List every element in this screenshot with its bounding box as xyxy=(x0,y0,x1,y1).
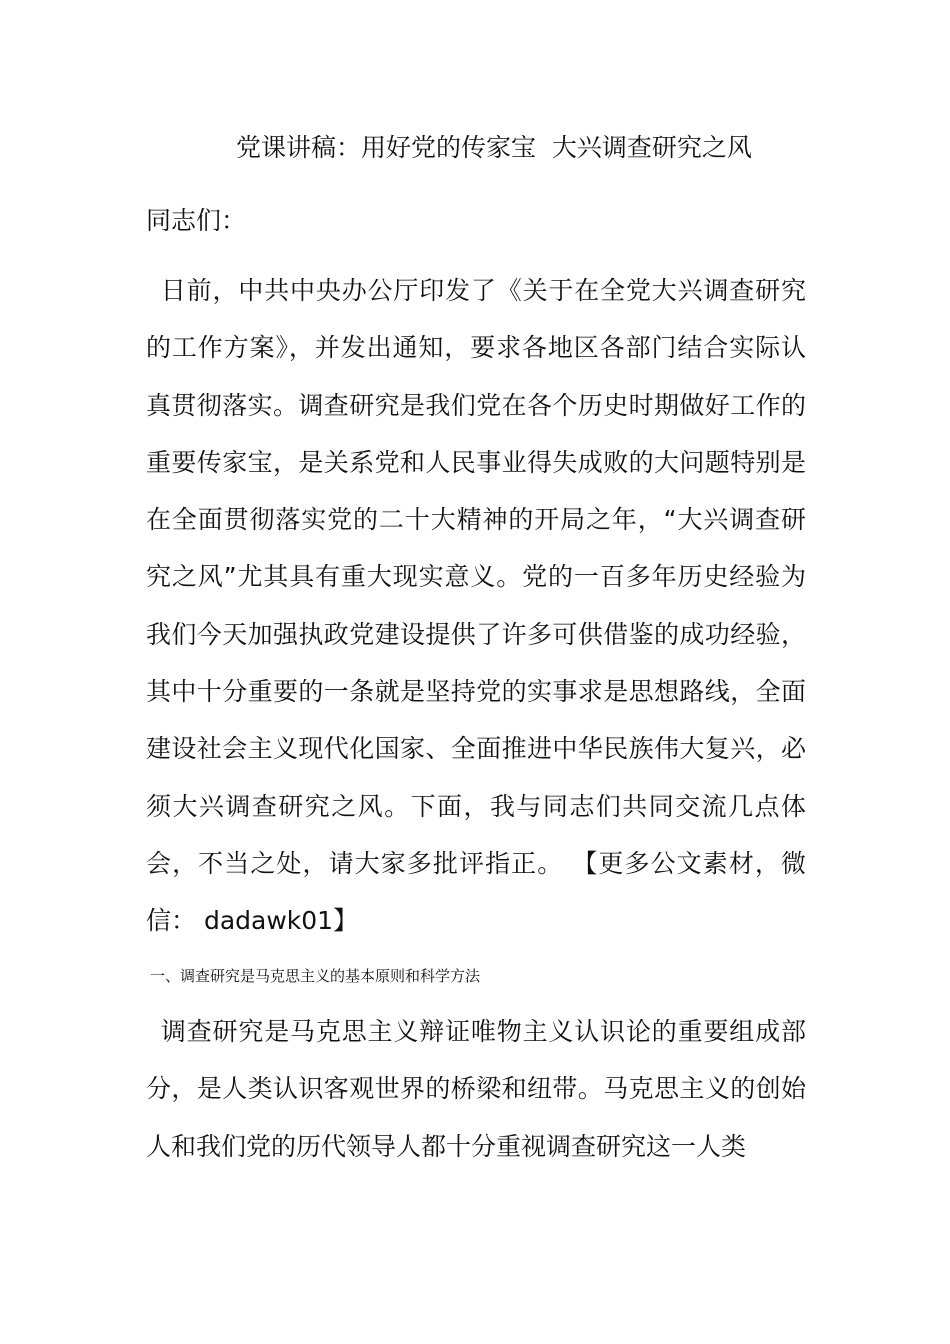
body-paragraph xyxy=(146,1003,806,1175)
paragraph-text: 日前，中共中央办公厅印发了《关于在全党大兴调查研究的工作方案》，并发出通知，要求各地区各部门结合实际认真贯彻落实。调查研究是我们党在各个历史时期做好工作的重要传家宝，是关系党和人民事业得失成败的大问题特别是在全面贯彻落实党的二十大精神的开局之年，“大兴调查研究之风”尤其具有重大现实意义。党的一百多年历史经验为我们今天加强执政党建设提供了许多可供借鉴的成功经验，其中十分重要的一条就是坚持党的实事求是思想路线，全面建设社会主义现代化国家、全面推进中华民族伟大复兴，必须大兴调查研究之风。下面，我与同志们共同交流几点体会，不当之处，请大家多批评指正。 【更多公文素材，微信： dadawk01】 xyxy=(146,276,806,936)
paragraph-text: 调查研究是马克思主义辩证唯物主义认识论的重要组成部分，是人类认识客观世界的桥梁和纽带。马克思主义的创始人和我们党的历代领导人都十分重视调查研究这一人类 xyxy=(146,1017,806,1161)
section-heading: 一、调查研究是马克思主义的基本原则和科学方法 xyxy=(150,967,481,985)
document-title: 党课讲稿：用好党的传家宝 大兴调查研究之风 xyxy=(236,133,752,162)
body-paragraph xyxy=(146,262,806,950)
salutation: 同志们： xyxy=(146,206,247,235)
